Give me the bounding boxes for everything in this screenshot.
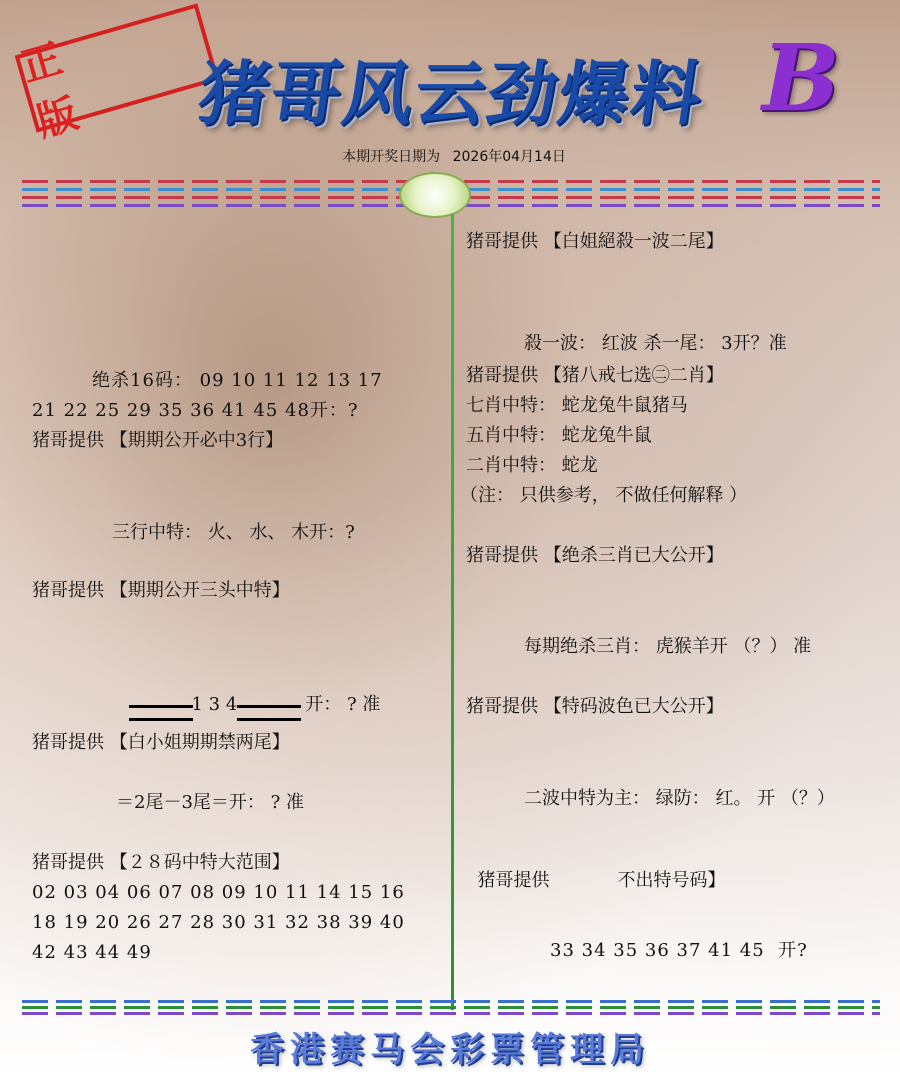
seven-zodiac-line: 七肖中特： 蛇龙兔牛鼠猪马 — [466, 395, 688, 416]
page-title: 猪哥风云劲爆料 — [193, 53, 709, 135]
range-28-row-3: 42 43 44 49 — [32, 942, 152, 963]
left-box4-title: 猪哥提供 【２８码中特大范围】 — [32, 852, 290, 873]
right-box1-title: 猪哥提供 【白姐絕殺一波二尾】 — [466, 231, 724, 252]
kill-16-line-1: 绝杀16码： 09 10 11 12 13 17 — [92, 370, 383, 391]
right-box3-title: 猪哥提供 【绝杀三肖已大公开】 — [466, 545, 724, 566]
kill-16-line-2: 21 22 25 29 35 36 41 45 48开：? — [32, 400, 359, 421]
right-box2-title: 猪哥提供 【猪八戒七选㊁二肖】 — [466, 365, 724, 386]
right-box4-body: 二波中特为主： 绿防： 红。 开 （？） — [524, 788, 835, 809]
right-box5-body: 33 34 35 36 37 41 45 开? — [550, 940, 808, 961]
footer-title: 香港赛马会彩票管理局 — [250, 1030, 650, 1070]
five-zodiac-line: 五肖中特： 蛇龙兔牛鼠 — [466, 425, 652, 446]
left-box2-body — [118, 672, 380, 716]
authentic-stamp: 正 版 — [15, 3, 220, 132]
three-heads-numbers: 1 3 4 — [191, 694, 238, 715]
left-box2-title: 猪哥提供 【期期公开三头中特】 — [32, 580, 290, 601]
draw-date-value: 2026年04月14日 — [452, 149, 566, 165]
bottom-decorative-band — [22, 998, 880, 1022]
right-box3-body: 每期绝杀三肖： 虎猴羊开 （？） 准 — [524, 636, 812, 657]
range-28-row-1: 02 03 04 06 07 08 09 10 11 14 15 16 — [32, 882, 405, 903]
range-28-row-2: 18 19 20 26 27 28 30 31 32 38 39 40 — [32, 912, 405, 933]
issue-letter: B — [762, 24, 840, 132]
left-box3-title: 猪哥提供 【白小姐期期禁两尾】 — [32, 732, 290, 753]
left-box1-title: 猪哥提供 【期期公开必中3行】 — [32, 430, 284, 451]
disclaimer-note: （注： 只供参考， 不做任何解释 ） — [460, 485, 748, 506]
right-box5-title — [466, 848, 725, 892]
right-box5-title-tail: 不出特号码】 — [617, 870, 726, 891]
left-box1-body: 三行中特： 火、 水、 木开：? — [112, 522, 355, 543]
column-divider — [451, 214, 454, 1010]
left-box3-body: ＝2尾－3尾＝开： ? 准 — [116, 792, 304, 813]
three-heads-result: 开： ? 准 — [305, 694, 381, 715]
right-box5-title-prefix: 猪哥提供 — [477, 870, 550, 891]
draw-date-label: 本期开奖日期为 — [342, 149, 441, 165]
right-box4-title: 猪哥提供 【特码波色已大公开】 — [466, 696, 724, 717]
right-box1-body: 殺一波： 红波 杀一尾： 3开？准 — [524, 333, 787, 354]
bagua-emblem-icon — [399, 172, 471, 218]
two-zodiac-line: 二肖中特： 蛇龙 — [466, 455, 598, 476]
draw-date — [0, 146, 900, 166]
